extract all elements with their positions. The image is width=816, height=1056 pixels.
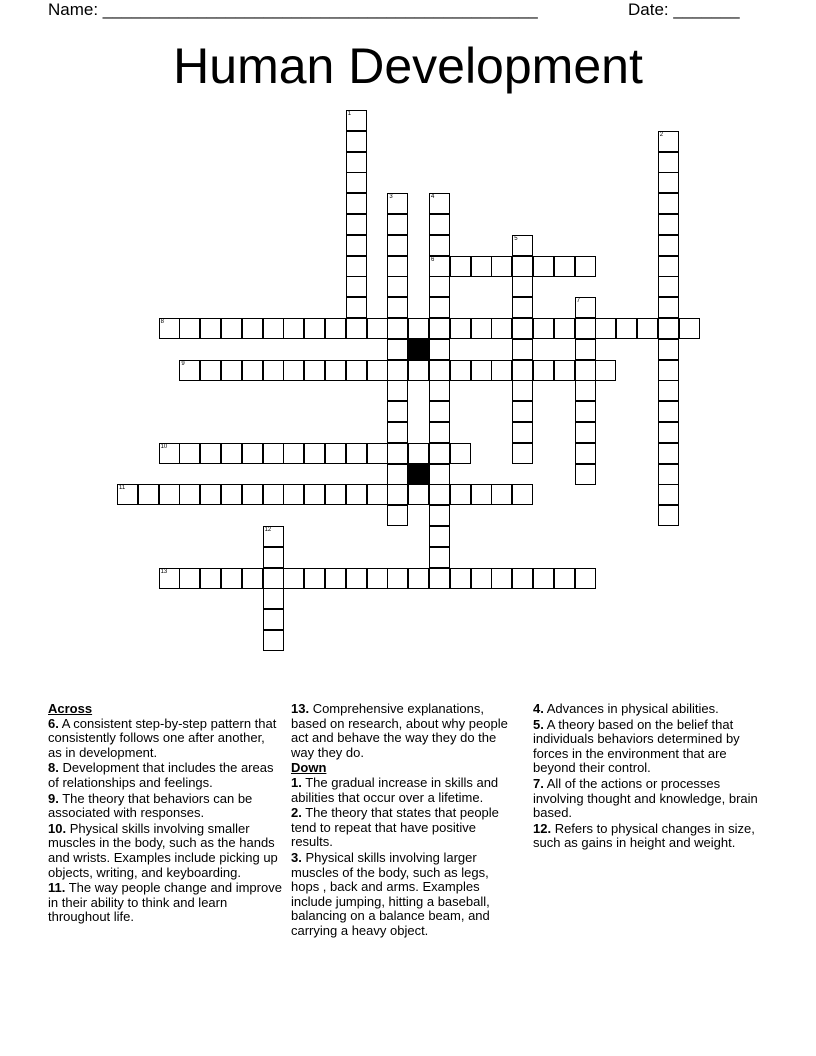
crossword-cell[interactable] <box>575 464 596 485</box>
clues-column-2 <box>291 702 517 940</box>
clue-down-4 <box>533 702 759 717</box>
crossword-cell[interactable] <box>221 318 242 339</box>
crossword-cell[interactable] <box>471 256 492 277</box>
clue-text: Physical skills involving smaller muscles in the body, such as the hands and wrists. Examples include picking up objects, writing, and keyboarding. <box>48 820 278 880</box>
crossword-cell[interactable] <box>200 484 221 505</box>
clue-across-11 <box>48 881 282 925</box>
clue-number: 3. <box>291 849 302 865</box>
clue-text: The way people change and improve in their ability to think and learn throughout life. <box>48 880 282 925</box>
crossword-cell[interactable] <box>595 360 616 381</box>
crossword-cell[interactable] <box>200 443 221 464</box>
crossword-cell[interactable] <box>512 568 533 589</box>
crossword-cell[interactable] <box>387 297 408 318</box>
crossword-cell[interactable] <box>554 568 575 589</box>
crossword-cell[interactable] <box>408 443 429 464</box>
crossword-cell[interactable] <box>367 484 388 505</box>
crossword-cell[interactable] <box>283 443 304 464</box>
crossword-cell[interactable] <box>346 193 367 214</box>
clue-number: 6. <box>48 715 59 731</box>
crossword-cell[interactable] <box>658 152 679 173</box>
crossword-cell[interactable] <box>658 464 679 485</box>
crossword-cell[interactable] <box>512 360 533 381</box>
crossword-cell[interactable] <box>658 193 679 214</box>
crossword-cell[interactable] <box>658 484 679 505</box>
crossword-cell[interactable] <box>658 443 679 464</box>
crossword-cell[interactable] <box>221 484 242 505</box>
crossword-cell[interactable] <box>387 193 408 214</box>
clue-text: The theory that behaviors can be associated with responses. <box>48 790 253 821</box>
crossword-cell[interactable] <box>658 297 679 318</box>
crossword-cell[interactable] <box>346 172 367 193</box>
clue-across-13 <box>291 702 517 760</box>
clue-text: Development that includes the areas of relationships and feelings. <box>48 760 274 790</box>
crossword-cell[interactable] <box>450 568 471 589</box>
crossword-cell[interactable] <box>346 484 367 505</box>
crossword-cell[interactable] <box>429 464 450 485</box>
crossword-cell[interactable] <box>575 401 596 422</box>
clue-text: A consistent step-by-step pattern that consistently follows one after another, as in development. <box>48 715 277 760</box>
crossword-cell[interactable] <box>387 484 408 505</box>
crossword-cell[interactable] <box>658 380 679 401</box>
crossword-cell[interactable] <box>263 609 284 630</box>
clue-text: The gradual increase in skills and abilities that occur over a lifetime. <box>291 774 499 805</box>
crossword-cell[interactable] <box>658 172 679 193</box>
crossword-cell[interactable] <box>159 484 180 505</box>
crossword-cell[interactable] <box>658 339 679 360</box>
clue-across-8 <box>48 761 282 790</box>
crossword-cell[interactable] <box>179 360 200 381</box>
clue-number-label: 2 <box>659 131 664 138</box>
crossword-cell[interactable] <box>429 443 450 464</box>
crossword-cell[interactable] <box>471 568 492 589</box>
crossword-cell[interactable] <box>429 276 450 297</box>
crossword-cell[interactable] <box>221 360 242 381</box>
crossword-cell[interactable] <box>367 443 388 464</box>
crossword-cell[interactable] <box>263 547 284 568</box>
crossword-cell[interactable] <box>304 318 325 339</box>
crossword-cell[interactable] <box>283 484 304 505</box>
crossword-cell[interactable] <box>242 484 263 505</box>
crossword-cell[interactable] <box>512 422 533 443</box>
crossword-cell[interactable] <box>512 235 533 256</box>
clue-number-label: 5 <box>514 235 518 242</box>
crossword-cell[interactable] <box>658 235 679 256</box>
crossword-cell[interactable] <box>242 568 263 589</box>
crossword-cell[interactable] <box>387 214 408 235</box>
crossword-cell[interactable] <box>658 360 679 381</box>
crossword-cell[interactable] <box>387 422 408 443</box>
crossword-cell[interactable] <box>575 443 596 464</box>
crossword-cell[interactable] <box>346 360 367 381</box>
crossword-cell[interactable] <box>325 318 346 339</box>
clue-number-label: 12 <box>264 527 272 533</box>
clue-number: 2. <box>291 805 302 821</box>
crossword-cell[interactable] <box>346 568 367 589</box>
crossword-cell[interactable] <box>387 318 408 339</box>
crossword-cell[interactable] <box>387 339 408 360</box>
crossword-cell[interactable] <box>200 360 221 381</box>
crossword-cell[interactable] <box>471 484 492 505</box>
crossword-cell[interactable] <box>263 318 284 339</box>
crossword-cell[interactable] <box>512 297 533 318</box>
clue-number-label: 10 <box>160 443 168 450</box>
crossword-cell[interactable] <box>491 318 512 339</box>
crossword-cell[interactable] <box>429 505 450 526</box>
crossword-cell[interactable] <box>346 152 367 173</box>
clue-across-9 <box>48 792 282 821</box>
crossword-cell[interactable] <box>679 318 700 339</box>
crossword-cell[interactable] <box>242 360 263 381</box>
crossword-cell[interactable] <box>429 214 450 235</box>
crossword-cell[interactable] <box>387 568 408 589</box>
crossword-cell[interactable] <box>429 484 450 505</box>
clue-number: 10. <box>48 820 67 836</box>
crossword-cell[interactable] <box>533 360 554 381</box>
crossword-cell[interactable] <box>200 318 221 339</box>
crossword-cell[interactable] <box>491 256 512 277</box>
crossword-cell[interactable] <box>263 630 284 651</box>
crossword-cell[interactable] <box>221 568 242 589</box>
clue-down-5 <box>533 718 759 776</box>
crossword-cell[interactable] <box>471 360 492 381</box>
clue-text: Comprehensive explanations, based on research, about why people act and behave the way they do the way they do. <box>291 701 508 760</box>
crossword-cell[interactable] <box>304 568 325 589</box>
crossword-cell[interactable] <box>263 568 284 589</box>
crossword-cell[interactable] <box>346 443 367 464</box>
crossword-cell[interactable] <box>616 318 637 339</box>
crossword-cell[interactable] <box>346 235 367 256</box>
clue-number: 12. <box>533 820 552 836</box>
clue-text: The theory that states that people tend to repeat that have positive results. <box>291 805 499 850</box>
crossword-cell[interactable] <box>408 568 429 589</box>
crossword-cell[interactable] <box>429 380 450 401</box>
clue-number-label: 4 <box>431 194 435 201</box>
name-field-label: Name: ______________________________________________ <box>48 0 538 19</box>
down-heading: Down <box>291 760 327 776</box>
clue-number-label: 3 <box>389 194 393 201</box>
clue-number: 9. <box>48 790 59 806</box>
crossword-cell[interactable] <box>387 464 408 485</box>
clue-number: 13. <box>291 701 310 716</box>
crossword-cell[interactable] <box>283 360 304 381</box>
clue-number-label: 8 <box>160 319 164 325</box>
crossword-cell[interactable] <box>512 380 533 401</box>
crossword-cell[interactable] <box>658 131 679 152</box>
across-heading: Across <box>48 701 93 716</box>
crossword-cell[interactable] <box>429 360 450 381</box>
crossword-cell[interactable] <box>575 318 596 339</box>
clue-text: Refers to physical changes in size, such as gains in height and weight. <box>533 820 755 851</box>
crossword-cell[interactable] <box>387 276 408 297</box>
crossword-cell[interactable] <box>491 484 512 505</box>
crossword-cell[interactable] <box>429 339 450 360</box>
crossword-cell[interactable] <box>179 443 200 464</box>
crossword-cell[interactable] <box>387 505 408 526</box>
crossword-cell[interactable] <box>658 318 679 339</box>
crossword-cell[interactable] <box>595 318 616 339</box>
crossword-cell[interactable] <box>450 443 471 464</box>
clue-number: 1. <box>291 774 302 790</box>
crossword-cell[interactable] <box>138 484 159 505</box>
crossword-black-cell <box>408 339 429 360</box>
crossword-cell[interactable] <box>512 401 533 422</box>
crossword-cell[interactable] <box>408 318 429 339</box>
crossword-cell[interactable] <box>658 214 679 235</box>
crossword-cell[interactable] <box>429 547 450 568</box>
clue-text: A theory based on the belief that individuals behaviors determined by forces in the environment that are beyond their control. <box>533 716 740 776</box>
crossword-cell[interactable] <box>325 443 346 464</box>
crossword-cell[interactable] <box>304 360 325 381</box>
crossword-cell[interactable] <box>658 401 679 422</box>
crossword-cell[interactable] <box>575 568 596 589</box>
clue-number: 11. <box>48 880 66 896</box>
crossword-cell[interactable] <box>346 214 367 235</box>
crossword-cell[interactable] <box>512 276 533 297</box>
crossword-cell[interactable] <box>575 256 596 277</box>
crossword-cell[interactable] <box>387 443 408 464</box>
crossword-cell[interactable] <box>387 235 408 256</box>
crossword-cell[interactable] <box>179 568 200 589</box>
crossword-cell[interactable] <box>658 256 679 277</box>
crossword-cell[interactable] <box>450 256 471 277</box>
crossword-cell[interactable] <box>491 360 512 381</box>
crossword-cell[interactable] <box>658 422 679 443</box>
crossword-cell[interactable] <box>367 568 388 589</box>
clue-number-label: 7 <box>576 298 580 305</box>
crossword-cell[interactable] <box>346 297 367 318</box>
crossword-cell[interactable] <box>491 568 512 589</box>
clue-number-label: 6 <box>431 256 435 263</box>
crossword-cell[interactable] <box>221 443 242 464</box>
crossword-cell[interactable] <box>512 484 533 505</box>
crossword-cell[interactable] <box>471 318 492 339</box>
crossword-cell[interactable] <box>512 339 533 360</box>
clues-column-3 <box>533 702 759 852</box>
crossword-cell[interactable] <box>263 526 284 547</box>
crossword-cell[interactable] <box>429 256 450 277</box>
crossword-cell[interactable] <box>325 360 346 381</box>
crossword-cell[interactable] <box>429 318 450 339</box>
clue-down-2 <box>291 806 517 850</box>
crossword-cell[interactable] <box>554 360 575 381</box>
crossword-cell[interactable] <box>512 256 533 277</box>
clue-text: Advances in physical abilities. <box>543 701 719 716</box>
crossword-cell[interactable] <box>408 360 429 381</box>
crossword-cell[interactable] <box>533 318 554 339</box>
clue-number: 7. <box>533 775 544 791</box>
clue-down-1 <box>291 776 517 805</box>
crossword-cell[interactable] <box>429 193 450 214</box>
clue-down-12 <box>533 822 759 851</box>
crossword-cell[interactable] <box>263 443 284 464</box>
clue-across-10 <box>48 822 282 880</box>
crossword-cell[interactable] <box>325 568 346 589</box>
crossword-cell[interactable] <box>637 318 658 339</box>
crossword-cell[interactable] <box>367 360 388 381</box>
clues-column-1 <box>48 702 282 926</box>
crossword-cell[interactable] <box>429 422 450 443</box>
crossword-cell[interactable] <box>575 422 596 443</box>
crossword-cell[interactable] <box>159 318 180 339</box>
clue-number: 4. <box>533 701 544 716</box>
crossword-cell[interactable] <box>263 484 284 505</box>
crossword-cell[interactable] <box>325 484 346 505</box>
crossword-black-cell <box>408 464 429 485</box>
crossword-cell[interactable] <box>575 380 596 401</box>
clue-text: All of the actions or processes involving thought and knowledge, brain based. <box>533 775 758 821</box>
clue-number-label: 13 <box>160 568 168 575</box>
clue-down-7 <box>533 777 759 821</box>
date-field-label: Date: _______ <box>628 0 740 19</box>
crossword-cell[interactable] <box>658 505 679 526</box>
crossword-cell[interactable] <box>429 568 450 589</box>
crossword-cell[interactable] <box>575 360 596 381</box>
crossword-cell[interactable] <box>346 256 367 277</box>
crossword-cell[interactable] <box>575 339 596 360</box>
clue-across-6 <box>48 717 282 761</box>
crossword-cell[interactable] <box>658 276 679 297</box>
crossword-cell[interactable] <box>159 443 180 464</box>
crossword-cell[interactable] <box>387 360 408 381</box>
crossword-cell[interactable] <box>429 526 450 547</box>
crossword-cell[interactable] <box>179 318 200 339</box>
crossword-cell[interactable] <box>283 568 304 589</box>
clue-number: 8. <box>48 760 59 776</box>
crossword-cell[interactable] <box>429 401 450 422</box>
crossword-cell[interactable] <box>429 235 450 256</box>
crossword-cell[interactable] <box>554 256 575 277</box>
crossword-cell[interactable] <box>450 484 471 505</box>
clue-number: 5. <box>533 716 544 732</box>
crossword-cell[interactable] <box>200 568 221 589</box>
clue-text: Physical skills involving larger muscles of the body, such as legs, hops , back and arms. Examples include jumping, hitting a baseball, balancing on a balance beam, and carrying a heavy object. <box>291 849 490 938</box>
crossword-cell[interactable] <box>346 110 367 131</box>
crossword-cell[interactable] <box>450 318 471 339</box>
crossword-cell[interactable] <box>304 443 325 464</box>
clue-down-3 <box>291 851 517 939</box>
crossword-cell[interactable] <box>387 256 408 277</box>
clue-number-label: 9 <box>181 360 185 367</box>
crossword-cell[interactable] <box>512 318 533 339</box>
crossword-cell[interactable] <box>117 484 138 505</box>
crossword-cell[interactable] <box>242 443 263 464</box>
crossword-cell[interactable] <box>263 588 284 609</box>
clue-number-label: 11 <box>119 485 126 492</box>
clue-number-label: 1 <box>347 111 352 117</box>
crossword-cell[interactable] <box>346 318 367 339</box>
crossword-cell[interactable] <box>159 568 180 589</box>
crossword-cell[interactable] <box>408 484 429 505</box>
page-title: Human Development <box>173 38 643 94</box>
crossword-cell[interactable] <box>346 131 367 152</box>
crossword-cell[interactable] <box>429 297 450 318</box>
crossword-cell[interactable] <box>304 484 325 505</box>
crossword-cell[interactable] <box>346 276 367 297</box>
crossword-cell[interactable] <box>263 360 284 381</box>
crossword-cell[interactable] <box>242 318 263 339</box>
crossword-cell[interactable] <box>512 443 533 464</box>
crossword-cell[interactable] <box>533 256 554 277</box>
crossword-cell[interactable] <box>179 484 200 505</box>
crossword-cell[interactable] <box>367 318 388 339</box>
crossword-cell[interactable] <box>387 401 408 422</box>
crossword-cell[interactable] <box>533 568 554 589</box>
crossword-cell[interactable] <box>283 318 304 339</box>
crossword-cell[interactable] <box>575 297 596 318</box>
crossword-cell[interactable] <box>554 318 575 339</box>
crossword-cell[interactable] <box>387 380 408 401</box>
crossword-cell[interactable] <box>450 360 471 381</box>
